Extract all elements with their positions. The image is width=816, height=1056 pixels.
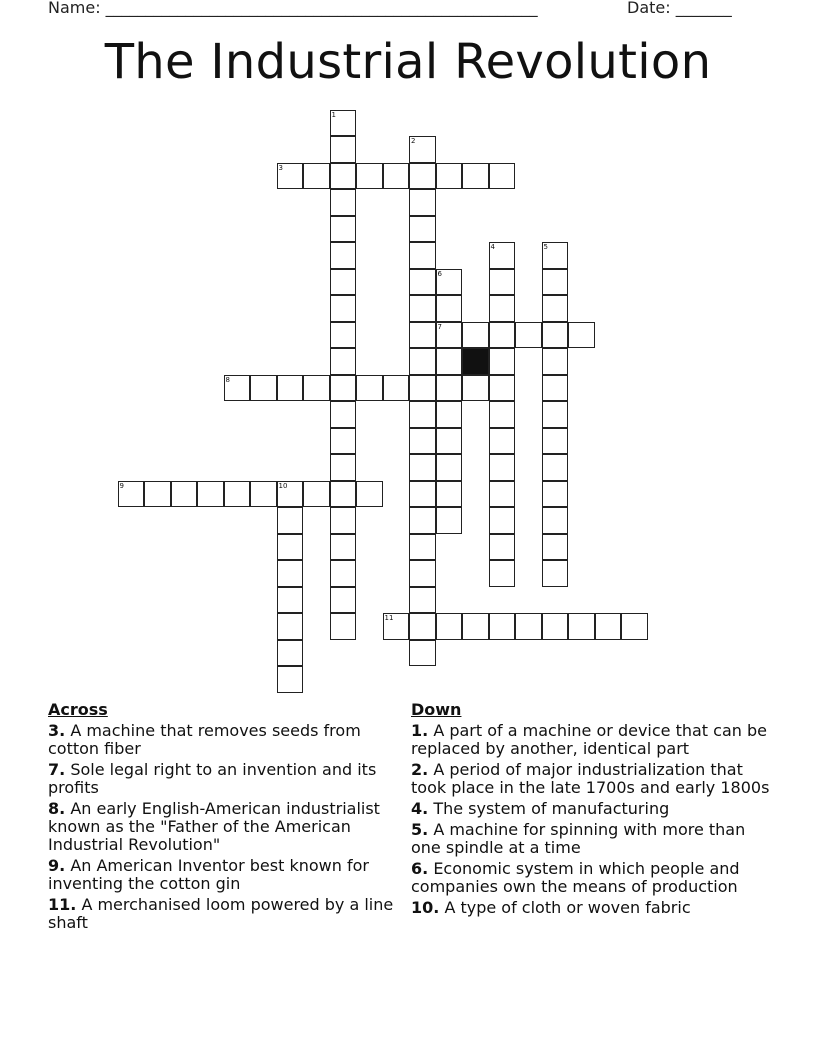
grid-cell[interactable] bbox=[489, 454, 516, 481]
clue-number: 1. bbox=[411, 721, 429, 740]
grid-cell[interactable] bbox=[542, 295, 569, 322]
clue-number: 2. bbox=[411, 760, 429, 779]
grid-cell[interactable] bbox=[515, 322, 542, 349]
grid-cell[interactable] bbox=[277, 587, 304, 614]
grid-cell[interactable] bbox=[330, 534, 357, 561]
across-heading: Across bbox=[48, 700, 108, 719]
name-field-label: Name: ______________________________________________________ bbox=[48, 0, 538, 17]
grid-block bbox=[462, 348, 489, 375]
clue-number: 6. bbox=[411, 859, 429, 878]
page-title: The Industrial Revolution bbox=[104, 34, 712, 90]
cell-number: 7 bbox=[437, 322, 442, 331]
grid-cell[interactable] bbox=[489, 560, 516, 587]
down-clue bbox=[411, 860, 771, 896]
grid-cell[interactable] bbox=[542, 481, 569, 508]
across-clue bbox=[48, 722, 398, 758]
cell-number: 1 bbox=[331, 110, 336, 119]
clue-text: A merchanised loom powered by a line shaft bbox=[48, 895, 394, 932]
clue-number: 5. bbox=[411, 820, 429, 839]
clue-text: An American Inventor best known for inventing the cotton gin bbox=[48, 856, 369, 893]
cell-number: 2 bbox=[411, 137, 416, 145]
grid-cell[interactable] bbox=[330, 428, 357, 455]
clue-number: 11. bbox=[48, 895, 77, 914]
grid-cell[interactable] bbox=[409, 640, 436, 667]
grid-cell[interactable] bbox=[330, 507, 357, 534]
grid-cell[interactable] bbox=[462, 375, 489, 402]
grid-cell[interactable] bbox=[489, 322, 516, 349]
grid-cell[interactable] bbox=[409, 295, 436, 322]
grid-cell[interactable] bbox=[436, 163, 463, 190]
grid-cell[interactable] bbox=[409, 322, 436, 349]
cell-number: 3 bbox=[278, 163, 283, 172]
grid-cell[interactable] bbox=[409, 587, 436, 614]
grid-cell[interactable] bbox=[277, 613, 304, 640]
grid-cell[interactable] bbox=[409, 534, 436, 561]
grid-cell[interactable] bbox=[277, 163, 304, 190]
grid-cell[interactable] bbox=[436, 613, 463, 640]
down-clue-list bbox=[411, 722, 771, 917]
grid-cell[interactable] bbox=[383, 613, 410, 640]
grid-cell[interactable] bbox=[409, 454, 436, 481]
down-clues bbox=[411, 701, 771, 920]
date-field-label: Date: _______ bbox=[627, 0, 732, 17]
grid-cell[interactable] bbox=[515, 613, 542, 640]
down-clue bbox=[411, 899, 771, 917]
down-clue bbox=[411, 722, 771, 758]
grid-cell[interactable] bbox=[542, 454, 569, 481]
clue-text: Economic system in which people and companies own the means of production bbox=[411, 859, 740, 896]
grid-cell[interactable] bbox=[409, 348, 436, 375]
grid-cell[interactable] bbox=[303, 375, 330, 402]
grid-cell[interactable] bbox=[409, 163, 436, 190]
grid-cell[interactable] bbox=[568, 322, 595, 349]
clue-text: A machine for spinning with more than one spindle at a time bbox=[411, 820, 746, 857]
clue-number: 9. bbox=[48, 856, 66, 875]
grid-cell[interactable] bbox=[277, 534, 304, 561]
grid-cell[interactable] bbox=[330, 163, 357, 190]
grid-cell[interactable] bbox=[489, 269, 516, 296]
cell-number: 8 bbox=[225, 375, 230, 384]
grid-cell[interactable] bbox=[436, 481, 463, 508]
grid-cell[interactable] bbox=[277, 640, 304, 667]
grid-cell[interactable] bbox=[383, 163, 410, 190]
grid-cell[interactable] bbox=[542, 269, 569, 296]
grid-cell[interactable] bbox=[118, 481, 145, 508]
grid-cell[interactable] bbox=[542, 613, 569, 640]
grid-cell[interactable] bbox=[436, 348, 463, 375]
clue-number: 3. bbox=[48, 721, 66, 740]
grid-cell[interactable] bbox=[436, 507, 463, 534]
grid-cell[interactable] bbox=[489, 295, 516, 322]
grid-cell[interactable] bbox=[330, 322, 357, 349]
grid-cell[interactable] bbox=[250, 481, 277, 508]
grid-cell[interactable] bbox=[436, 401, 463, 428]
grid-cell[interactable] bbox=[356, 163, 383, 190]
grid-cell[interactable] bbox=[330, 560, 357, 587]
grid-cell[interactable] bbox=[489, 613, 516, 640]
grid-cell[interactable] bbox=[542, 348, 569, 375]
grid-cell[interactable] bbox=[144, 481, 171, 508]
clue-text: A period of major industrialization that took place in the late 1700s and early 1800s bbox=[411, 760, 770, 797]
cell-number: 4 bbox=[490, 243, 495, 251]
grid-cell[interactable] bbox=[489, 481, 516, 508]
grid-cell[interactable] bbox=[409, 269, 436, 296]
grid-cell[interactable] bbox=[330, 295, 357, 322]
grid-cell[interactable] bbox=[489, 534, 516, 561]
grid-cell[interactable] bbox=[330, 242, 357, 269]
grid-cell[interactable] bbox=[197, 481, 224, 508]
grid-cell[interactable] bbox=[409, 189, 436, 216]
grid-cell[interactable] bbox=[436, 375, 463, 402]
clue-number: 4. bbox=[411, 799, 429, 818]
grid-cell[interactable] bbox=[489, 242, 516, 269]
grid-cell[interactable] bbox=[542, 375, 569, 402]
grid-cell[interactable] bbox=[409, 481, 436, 508]
grid-cell[interactable] bbox=[462, 163, 489, 190]
across-clue bbox=[48, 800, 398, 854]
clue-text: A machine that removes seeds from cotton fiber bbox=[48, 721, 361, 758]
grid-cell[interactable] bbox=[277, 560, 304, 587]
clue-number: 8. bbox=[48, 799, 66, 818]
grid-cell[interactable] bbox=[436, 322, 463, 349]
grid-cell[interactable] bbox=[277, 507, 304, 534]
grid-cell[interactable] bbox=[330, 348, 357, 375]
down-clue bbox=[411, 761, 771, 797]
across-clue bbox=[48, 857, 398, 893]
grid-cell[interactable] bbox=[356, 375, 383, 402]
grid-cell[interactable] bbox=[409, 613, 436, 640]
grid-cell[interactable] bbox=[542, 322, 569, 349]
grid-cell[interactable] bbox=[409, 216, 436, 243]
down-clue bbox=[411, 800, 771, 818]
grid-cell[interactable] bbox=[436, 295, 463, 322]
grid-cell[interactable] bbox=[330, 613, 357, 640]
grid-cell[interactable] bbox=[409, 375, 436, 402]
clue-text: An early English-American industrialist known as the "Father of the American Industrial Revolution" bbox=[48, 799, 380, 854]
grid-cell[interactable] bbox=[542, 401, 569, 428]
grid-cell[interactable] bbox=[277, 666, 304, 693]
clue-text: The system of manufacturing bbox=[433, 799, 670, 818]
grid-cell[interactable] bbox=[462, 322, 489, 349]
grid-cell[interactable] bbox=[489, 163, 516, 190]
grid-cell[interactable] bbox=[330, 110, 357, 137]
grid-cell[interactable] bbox=[330, 136, 357, 163]
clue-text: A part of a machine or device that can be replaced by another, identical part bbox=[411, 721, 767, 758]
across-clue bbox=[48, 896, 398, 932]
grid-cell[interactable] bbox=[489, 401, 516, 428]
grid-cell[interactable] bbox=[330, 454, 357, 481]
down-clue bbox=[411, 821, 771, 857]
grid-cell[interactable] bbox=[303, 163, 330, 190]
grid-cell[interactable] bbox=[383, 375, 410, 402]
grid-cell[interactable] bbox=[542, 560, 569, 587]
across-clue bbox=[48, 761, 398, 797]
clue-text: A type of cloth or woven fabric bbox=[444, 898, 691, 917]
grid-cell[interactable] bbox=[436, 454, 463, 481]
grid-cell[interactable] bbox=[409, 136, 436, 163]
grid-cell[interactable] bbox=[621, 613, 648, 640]
grid-cell[interactable] bbox=[330, 587, 357, 614]
across-clue-list bbox=[48, 722, 398, 932]
grid-cell[interactable] bbox=[409, 428, 436, 455]
grid-cell[interactable] bbox=[330, 269, 357, 296]
clue-text: Sole legal right to an invention and its profits bbox=[48, 760, 377, 797]
grid-cell[interactable] bbox=[356, 481, 383, 508]
grid-cell[interactable] bbox=[436, 428, 463, 455]
grid-cell[interactable] bbox=[330, 189, 357, 216]
grid-cell[interactable] bbox=[277, 481, 304, 508]
grid-cell[interactable] bbox=[277, 375, 304, 402]
cell-number: 9 bbox=[119, 481, 124, 490]
grid-cell[interactable] bbox=[542, 534, 569, 561]
grid-cell[interactable] bbox=[330, 481, 357, 508]
clue-number: 7. bbox=[48, 760, 66, 779]
across-clues bbox=[48, 701, 398, 935]
grid-cell[interactable] bbox=[489, 348, 516, 375]
grid-cell[interactable] bbox=[542, 507, 569, 534]
cell-number: 10 bbox=[278, 481, 288, 490]
grid-cell[interactable] bbox=[330, 375, 357, 402]
grid-cell[interactable] bbox=[542, 428, 569, 455]
grid-cell[interactable] bbox=[224, 375, 251, 402]
grid-cell[interactable] bbox=[436, 269, 463, 296]
grid-cell[interactable] bbox=[330, 401, 357, 428]
grid-cell[interactable] bbox=[409, 507, 436, 534]
grid-cell[interactable] bbox=[568, 613, 595, 640]
grid-cell[interactable] bbox=[409, 242, 436, 269]
down-heading: Down bbox=[411, 700, 462, 719]
grid-cell[interactable] bbox=[303, 481, 330, 508]
grid-cell[interactable] bbox=[489, 428, 516, 455]
grid-cell[interactable] bbox=[330, 216, 357, 243]
cell-number: 5 bbox=[543, 243, 548, 251]
grid-cell[interactable] bbox=[489, 507, 516, 534]
cell-number: 6 bbox=[437, 269, 442, 278]
grid-cell[interactable] bbox=[409, 401, 436, 428]
grid-cell[interactable] bbox=[462, 613, 489, 640]
grid-cell[interactable] bbox=[489, 375, 516, 402]
grid-cell[interactable] bbox=[250, 375, 277, 402]
grid-cell[interactable] bbox=[542, 242, 569, 269]
grid-cell[interactable] bbox=[224, 481, 251, 508]
grid-cell[interactable] bbox=[595, 613, 622, 640]
clue-number: 10. bbox=[411, 898, 440, 917]
grid-cell[interactable] bbox=[409, 560, 436, 587]
cell-number: 11 bbox=[384, 614, 394, 622]
grid-cell[interactable] bbox=[171, 481, 198, 508]
